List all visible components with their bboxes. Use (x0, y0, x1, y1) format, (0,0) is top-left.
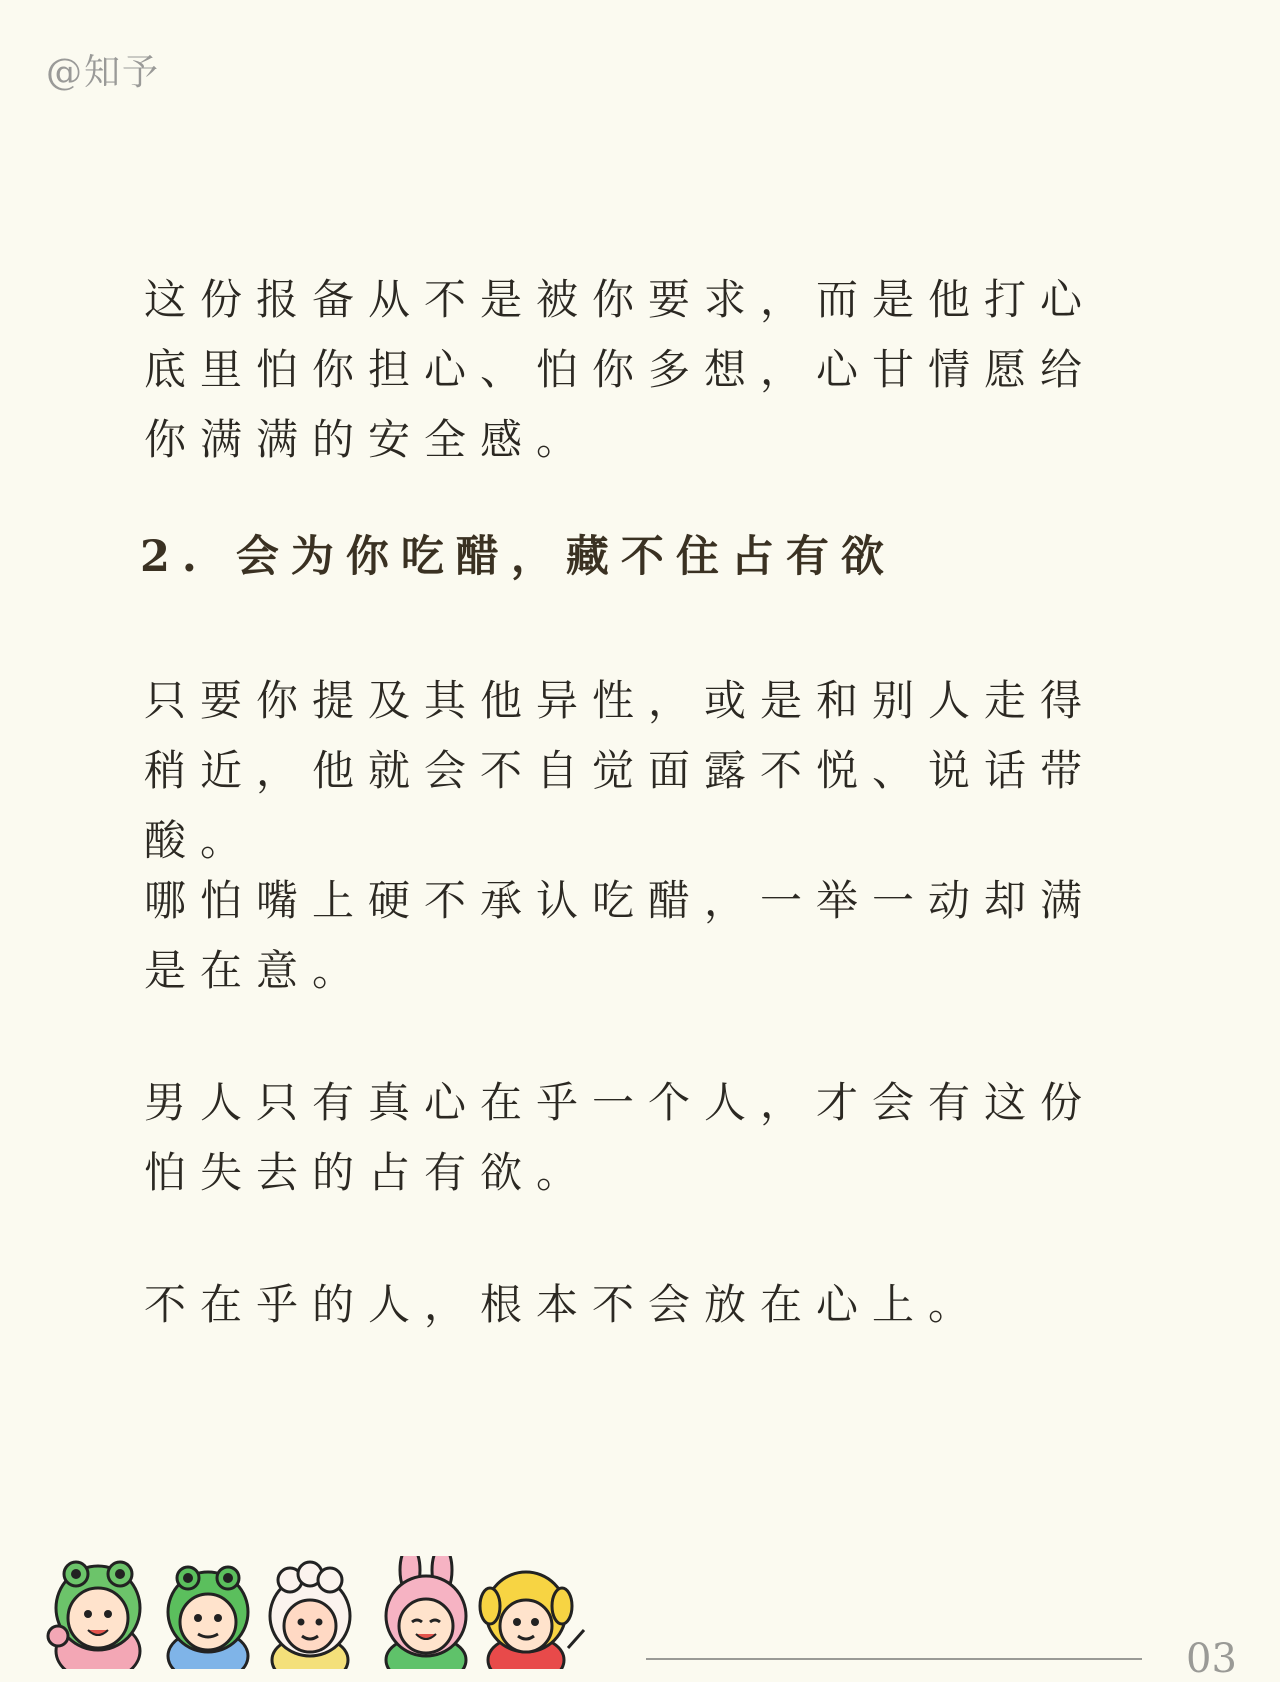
character-sheep-icon (270, 1562, 350, 1669)
character-frog-boy-icon (168, 1567, 248, 1669)
paragraph-5: 不在乎的人，根本不会放在心上。 (144, 1280, 985, 1329)
character-yellow-dog-icon (480, 1572, 584, 1669)
paragraph-4: 男人只有真心在乎一个人，才会有这份怕失去的占有欲。 (144, 1078, 1097, 1197)
character-rabbit-icon (386, 1556, 466, 1669)
paragraph-3: 哪怕嘴上硬不承认吃醋，一举一动却满是在意。 (144, 876, 1097, 995)
section-heading: 2. 会为你吃醋，藏不住占有欲 (140, 532, 896, 582)
watermark: @知予 (46, 52, 161, 93)
paragraph-1: 这份报备从不是被你要求，而是他打心底里怕你担心、怕你多想，心甘情愿给你满满的安全感。 (144, 275, 1097, 464)
character-frog-girl-icon (48, 1562, 140, 1669)
paragraph-2: 只要你提及其他异性，或是和别人走得稍近，他就会不自觉面露不悦、说话带酸。 (144, 676, 1097, 865)
cartoon-characters-illustration (28, 1556, 598, 1669)
page-number: 03 (1186, 1636, 1237, 1682)
footer-divider (646, 1658, 1142, 1660)
